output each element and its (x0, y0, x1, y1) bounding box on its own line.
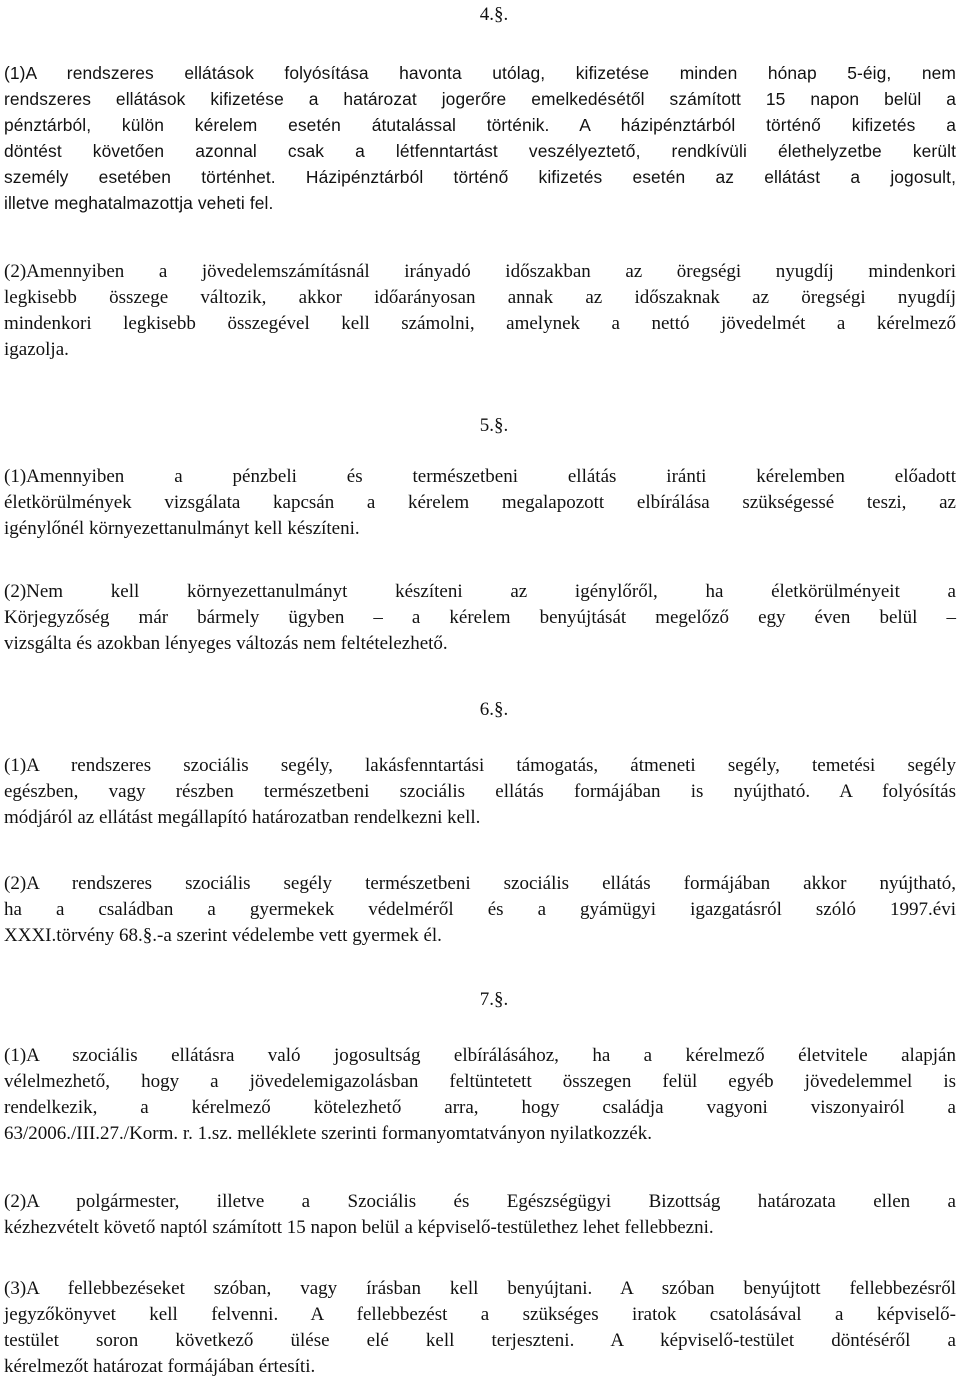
text-line: (2)Amennyiben a jövedelemszámításnál irányadó időszakban az öregségi nyugdíj mindenkori (4, 261, 956, 282)
text-line: igénylőnél környezettanulmányt kell készíteni. (4, 518, 360, 539)
text-line: legkisebb összege változik, akkor időarányosan annak az időszaknak az öregségi nyugdíj (4, 287, 956, 308)
section-7-paragraph-1 (4, 1043, 956, 1147)
text-line: döntést követően azonnal csak a létfenntartást veszélyeztető, rendkívüli élethelyzetbe került (4, 141, 956, 161)
section-6-paragraph-1 (4, 753, 956, 831)
section-4-paragraph-1 (4, 60, 956, 216)
text-line: testület soron következő ülése elé kell terjeszteni. A képviselő-testület döntéséről a (4, 1330, 956, 1351)
text-line: 63/2006./III.27./Korm. r. 1.sz. melléklete szerinti formanyomtatványon nyilatkozzék. (4, 1123, 652, 1144)
section-6-heading: 6.§. (479, 699, 509, 720)
text-line: (1)A rendszeres szociális segély, lakásfenntartási támogatás, átmeneti segély, temetési segély (4, 755, 956, 776)
text-line: igazolja. (4, 339, 69, 360)
text-line: pénztárból, külön kérelem esetén átutalással történik. A házipénztárból történő kifizetés a (4, 115, 956, 135)
text-line: (1)A szociális ellátásra való jogosultság elbírálásához, ha a kérelmező életvitele alapján (4, 1045, 956, 1066)
text-line: módjáról az ellátást megállapító határozatban rendelkezni kell. (4, 807, 481, 828)
text-line: rendszeres ellátások kifizetése a határozat jogerőre emelkedésétől számított 15 napon belül a (4, 89, 956, 109)
text-line: (2)A rendszeres szociális segély természetbeni szociális ellátás formájában akkor nyújtható, (4, 873, 956, 894)
text-line: (1)Amennyiben a pénzbeli és természetbeni ellátás iránti kérelemben előadott (4, 466, 956, 487)
text-line: Körjegyzőség már bármely ügyben – a kérelem benyújtását megelőző egy éven belül – (4, 607, 956, 628)
document-page (4, 0, 956, 1392)
text-line: személy esetében történhet. Házipénztárból történő kifizetés esetén az ellátást a jogosult, (4, 167, 956, 187)
text-line: mindenkori legkisebb összegével kell számolni, amelynek a nettó jövedelmét a kérelmező (4, 313, 956, 334)
section-5-paragraph-2 (4, 579, 956, 657)
text-line: XXXI.törvény 68.§.-a szerint védelembe vett gyermek él. (4, 925, 442, 946)
text-line: (1)A rendszeres ellátások folyósítása havonta utólag, kifizetése minden hónap 5-éig, nem (4, 63, 956, 83)
section-7-paragraph-2 (4, 1189, 956, 1241)
text-line: egészben, vagy részben természetbeni szociális ellátás formájában is nyújtható. A folyósítás (4, 781, 956, 802)
section-7-heading: 7.§. (479, 989, 509, 1010)
text-line: rendelkezik, a kérelmező kötelezhető arra, hogy családja vagyoni viszonyairól a (4, 1097, 956, 1118)
text-line: (2)A polgármester, illetve a Szociális és Egészségügyi Bizottság határozata ellen a (4, 1191, 956, 1212)
text-line: kézhezvételt követő naptól számított 15 napon belül a képviselő-testülethez lehet fellebbezni. (4, 1217, 714, 1238)
text-line: (3)A fellebbezéseket szóban, vagy írásban kell benyújtani. A szóban benyújtott fellebbezésről (4, 1278, 956, 1299)
text-line: kérelmezőt határozat formájában értesíti. (4, 1356, 316, 1377)
section-7-paragraph-3 (4, 1276, 956, 1380)
text-line: (2)Nem kell környezettanulmányt készíteni az igénylőről, ha életkörülményeit a (4, 581, 956, 602)
text-line: ha a családban a gyermekek védelméről és a gyámügyi igazgatásról szóló 1997.évi (4, 899, 956, 920)
text-line: illetve meghatalmazottja veheti fel. (4, 193, 274, 213)
text-line: vélelmezhető, hogy a jövedelemigazolásban feltüntetett összegen felül egyéb jövedelemmel is (4, 1071, 956, 1092)
text-line: életkörülmények vizsgálata kapcsán a kérelem megalapozott elbírálása szükségessé teszi, az (4, 492, 956, 513)
section-4-heading: 4.§. (479, 4, 509, 25)
section-5-paragraph-1 (4, 464, 956, 542)
section-6-paragraph-2 (4, 871, 956, 949)
section-5-heading: 5.§. (479, 415, 509, 436)
section-4-paragraph-2 (4, 259, 956, 363)
text-line: vizsgálta és azokban lényeges változás nem feltételezhető. (4, 633, 448, 654)
text-line: jegyzőkönyvet kell felvenni. A fellebbezést a szükséges iratok csatolásával a képviselő- (4, 1304, 956, 1325)
